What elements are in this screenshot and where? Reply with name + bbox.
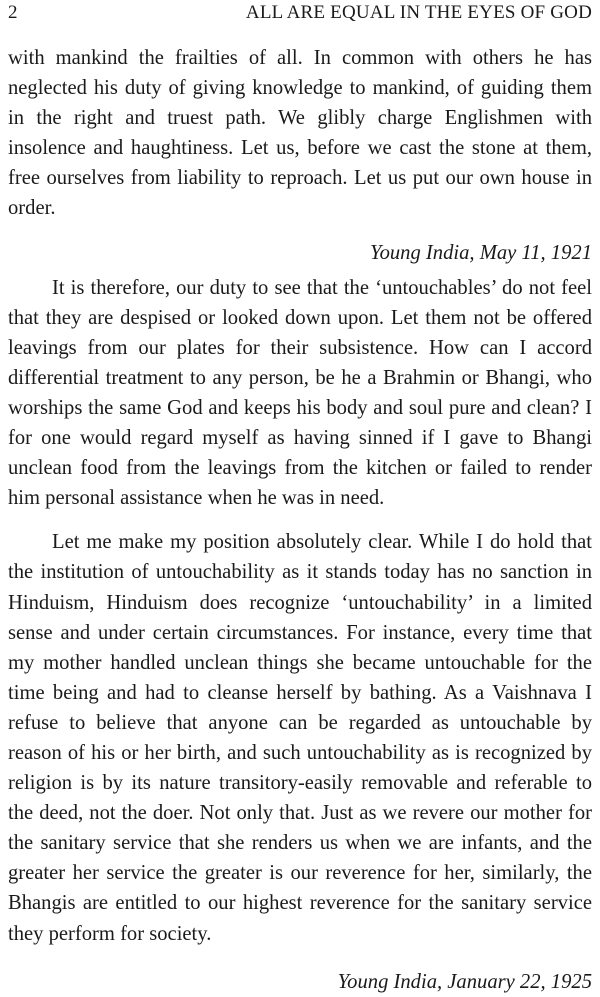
running-title: ALL ARE EQUAL IN THE EYES OF GOD bbox=[245, 2, 592, 23]
page-number: 2 bbox=[8, 2, 18, 23]
paragraph-3: Let me make my position absolutely clear. While I do hold that the institution of untouchability as it stands today has no sanction in Hinduism, Hinduism does recognize ‘untouchability’ in a limited sense and under certain circumstances. For instance, every time that my mother handled unclean things she became untouchable for the time being and had to cleanse herself by bathing. As a Vaishnava I refuse to believe that anyone can be regarded as untouchable by reason of his or her birth, and such untouchability as is recognized by religion is by its nature transitory-easily removable and referable to the deed, not the doer. Not only that. Just as we revere our mother for the sanitary service that she renders us when we are infants, and the greater her service the greater is our reverence for her, similarly, the Bhangis are entitled to our highest reverence for the sanitary service they perform for society. bbox=[8, 531, 592, 945]
source-attribution-2: Young India, January 22, 1925 bbox=[337, 970, 592, 993]
paragraph-1: with mankind the frailties of all. In common with others he has neglected his duty of giving knowledge to mankind, of guiding them in the right and truest path. We glibly charge Englishmen with insolence and haughtiness. Let us, before we cast the stone at them, free ourselves from liability to reproach. Let us put our own house in order. bbox=[8, 47, 592, 220]
body-text bbox=[8, 43, 592, 997]
source-attribution-1: Young India, May 11, 1921 bbox=[370, 241, 592, 264]
paragraph-2: It is therefore, our duty to see that the ‘untouchables’ do not feel that they are despised or looked down upon. Let them not be offered leavings from our plates for their subsistence. How can I accord differential treatment to any person, be he a Brahmin or Bhangi, who worships the same God and keeps his body and soul pure and clean? I for one would regard myself as having sinned if I gave to Bhangi unclean food from the leavings from the kitchen or failed to render him personal assistance when he was in need. bbox=[8, 276, 592, 510]
page-header bbox=[8, 0, 592, 30]
